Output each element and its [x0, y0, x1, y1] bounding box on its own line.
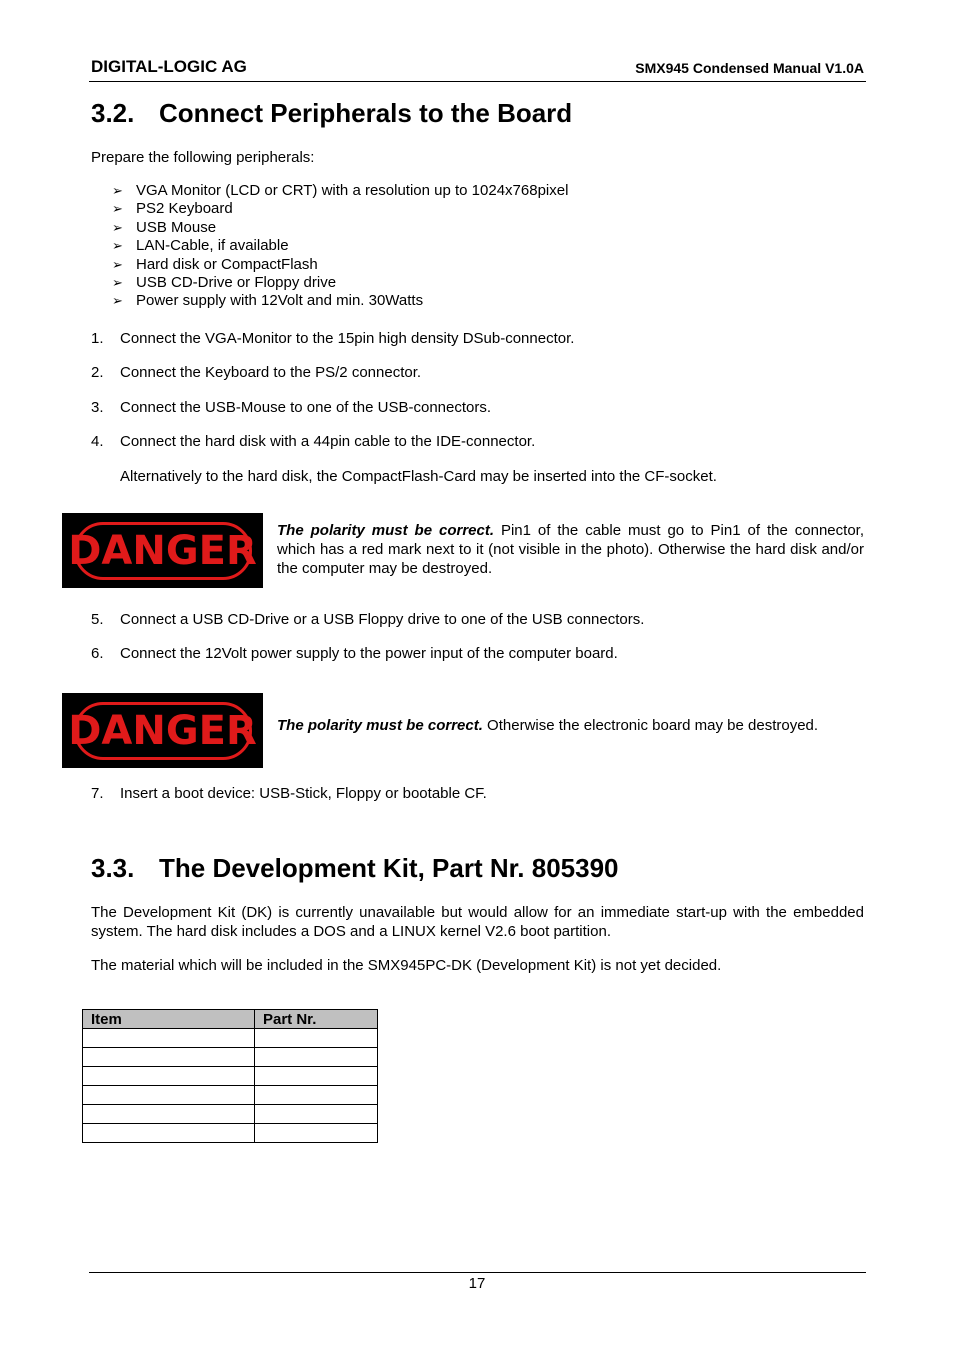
danger-sign	[62, 693, 263, 768]
list-item: ➢ USB CD-Drive or Floppy drive	[112, 273, 337, 291]
table-header-row	[83, 1010, 378, 1029]
section-heading-3-3	[91, 853, 619, 884]
table-row	[83, 1124, 378, 1143]
table-row	[83, 1048, 378, 1067]
list-item: ➢ VGA Monitor (LCD or CRT) with a resolution up to 1024x768pixel	[112, 182, 569, 199]
section-number: 3.3.	[91, 853, 135, 883]
intro-text: Prepare the following peripherals:	[91, 149, 315, 166]
header-manual-title: SMX945 Condensed Manual V1.0A	[635, 60, 864, 76]
arrow-bullet-icon: ➢	[112, 274, 123, 290]
step-1: 1. Connect the VGA-Monitor to the 15pin high density DSub-connector.	[91, 330, 575, 347]
dk-material-note: The material which will be included in the SMX945PC-DK (Development Kit) is not yet decided.	[91, 957, 722, 974]
step-6: 6. Connect the 12Volt power supply to the power input of the computer board.	[91, 645, 618, 662]
parts-table	[82, 1009, 378, 1143]
danger-label: DANGER	[74, 702, 252, 760]
section-title: Connect Peripherals to the Board	[159, 98, 573, 128]
step-2: 2. Connect the Keyboard to the PS/2 connector.	[91, 364, 422, 381]
step-4: 4. Connect the hard disk with a 44pin cable to the IDE-connector.	[91, 433, 536, 450]
table-row	[83, 1086, 378, 1105]
header-company: DIGITAL-LOGIC AG	[91, 57, 247, 76]
table-row	[83, 1029, 378, 1048]
column-header-item: Item	[83, 1010, 255, 1029]
danger-sign	[62, 513, 263, 588]
arrow-bullet-icon: ➢	[112, 293, 123, 309]
step-7: 7. Insert a boot device: USB-Stick, Floppy or bootable CF.	[91, 785, 487, 802]
warning-emphasis: The polarity must be correct.	[277, 522, 495, 539]
page-number: 17	[468, 1275, 486, 1292]
table-row	[83, 1105, 378, 1124]
dk-description: The Development Kit (DK) is currently unavailable but would allow for an immediate start-up with the embedded system. The hard disk includes a DOS and a LINUX kernel V2.6 boot partition.	[91, 904, 864, 940]
list-item: ➢ Power supply with 12Volt and min. 30Watts	[112, 292, 424, 310]
arrow-bullet-icon: ➢	[112, 256, 123, 272]
list-item: ➢ Hard disk or CompactFlash	[112, 255, 318, 273]
list-item: ➢ PS2 Keyboard	[112, 200, 233, 218]
footer-divider	[89, 1272, 866, 1273]
step-5: 5. Connect a USB CD-Drive or a USB Floppy drive to one of the USB connectors.	[91, 611, 645, 628]
arrow-bullet-icon: ➢	[112, 201, 123, 217]
warning-power: The polarity must be correct. Otherwise the electronic board may be destroyed.	[277, 717, 819, 734]
list-item: ➢ USB Mouse	[112, 218, 217, 236]
step-4-note: Alternatively to the hard disk, the CompactFlash-Card may be inserted into the CF-socket.	[120, 468, 717, 485]
danger-label: DANGER	[74, 522, 252, 580]
header-divider	[89, 81, 866, 82]
section-title: The Development Kit, Part Nr. 805390	[159, 853, 619, 883]
column-header-part-nr: Part Nr.	[255, 1010, 378, 1029]
warning-emphasis: The polarity must be correct.	[277, 717, 483, 734]
arrow-bullet-icon: ➢	[112, 183, 123, 198]
warning-hard-disk: The polarity must be correct. Pin1 of the cable must go to Pin1 of the connector, which has a red mark next to it (not visible in the photo). Otherwise the hard disk and/or the computer may be destroyed.	[277, 522, 864, 577]
list-item: ➢ LAN-Cable, if available	[112, 237, 289, 255]
peripheral-list	[112, 182, 568, 311]
step-3: 3. Connect the USB-Mouse to one of the USB-connectors.	[91, 399, 492, 416]
arrow-bullet-icon: ➢	[112, 238, 123, 254]
table-row	[83, 1067, 378, 1086]
section-heading-3-2	[91, 98, 572, 129]
arrow-bullet-icon: ➢	[112, 219, 123, 235]
section-number: 3.2.	[91, 98, 135, 128]
